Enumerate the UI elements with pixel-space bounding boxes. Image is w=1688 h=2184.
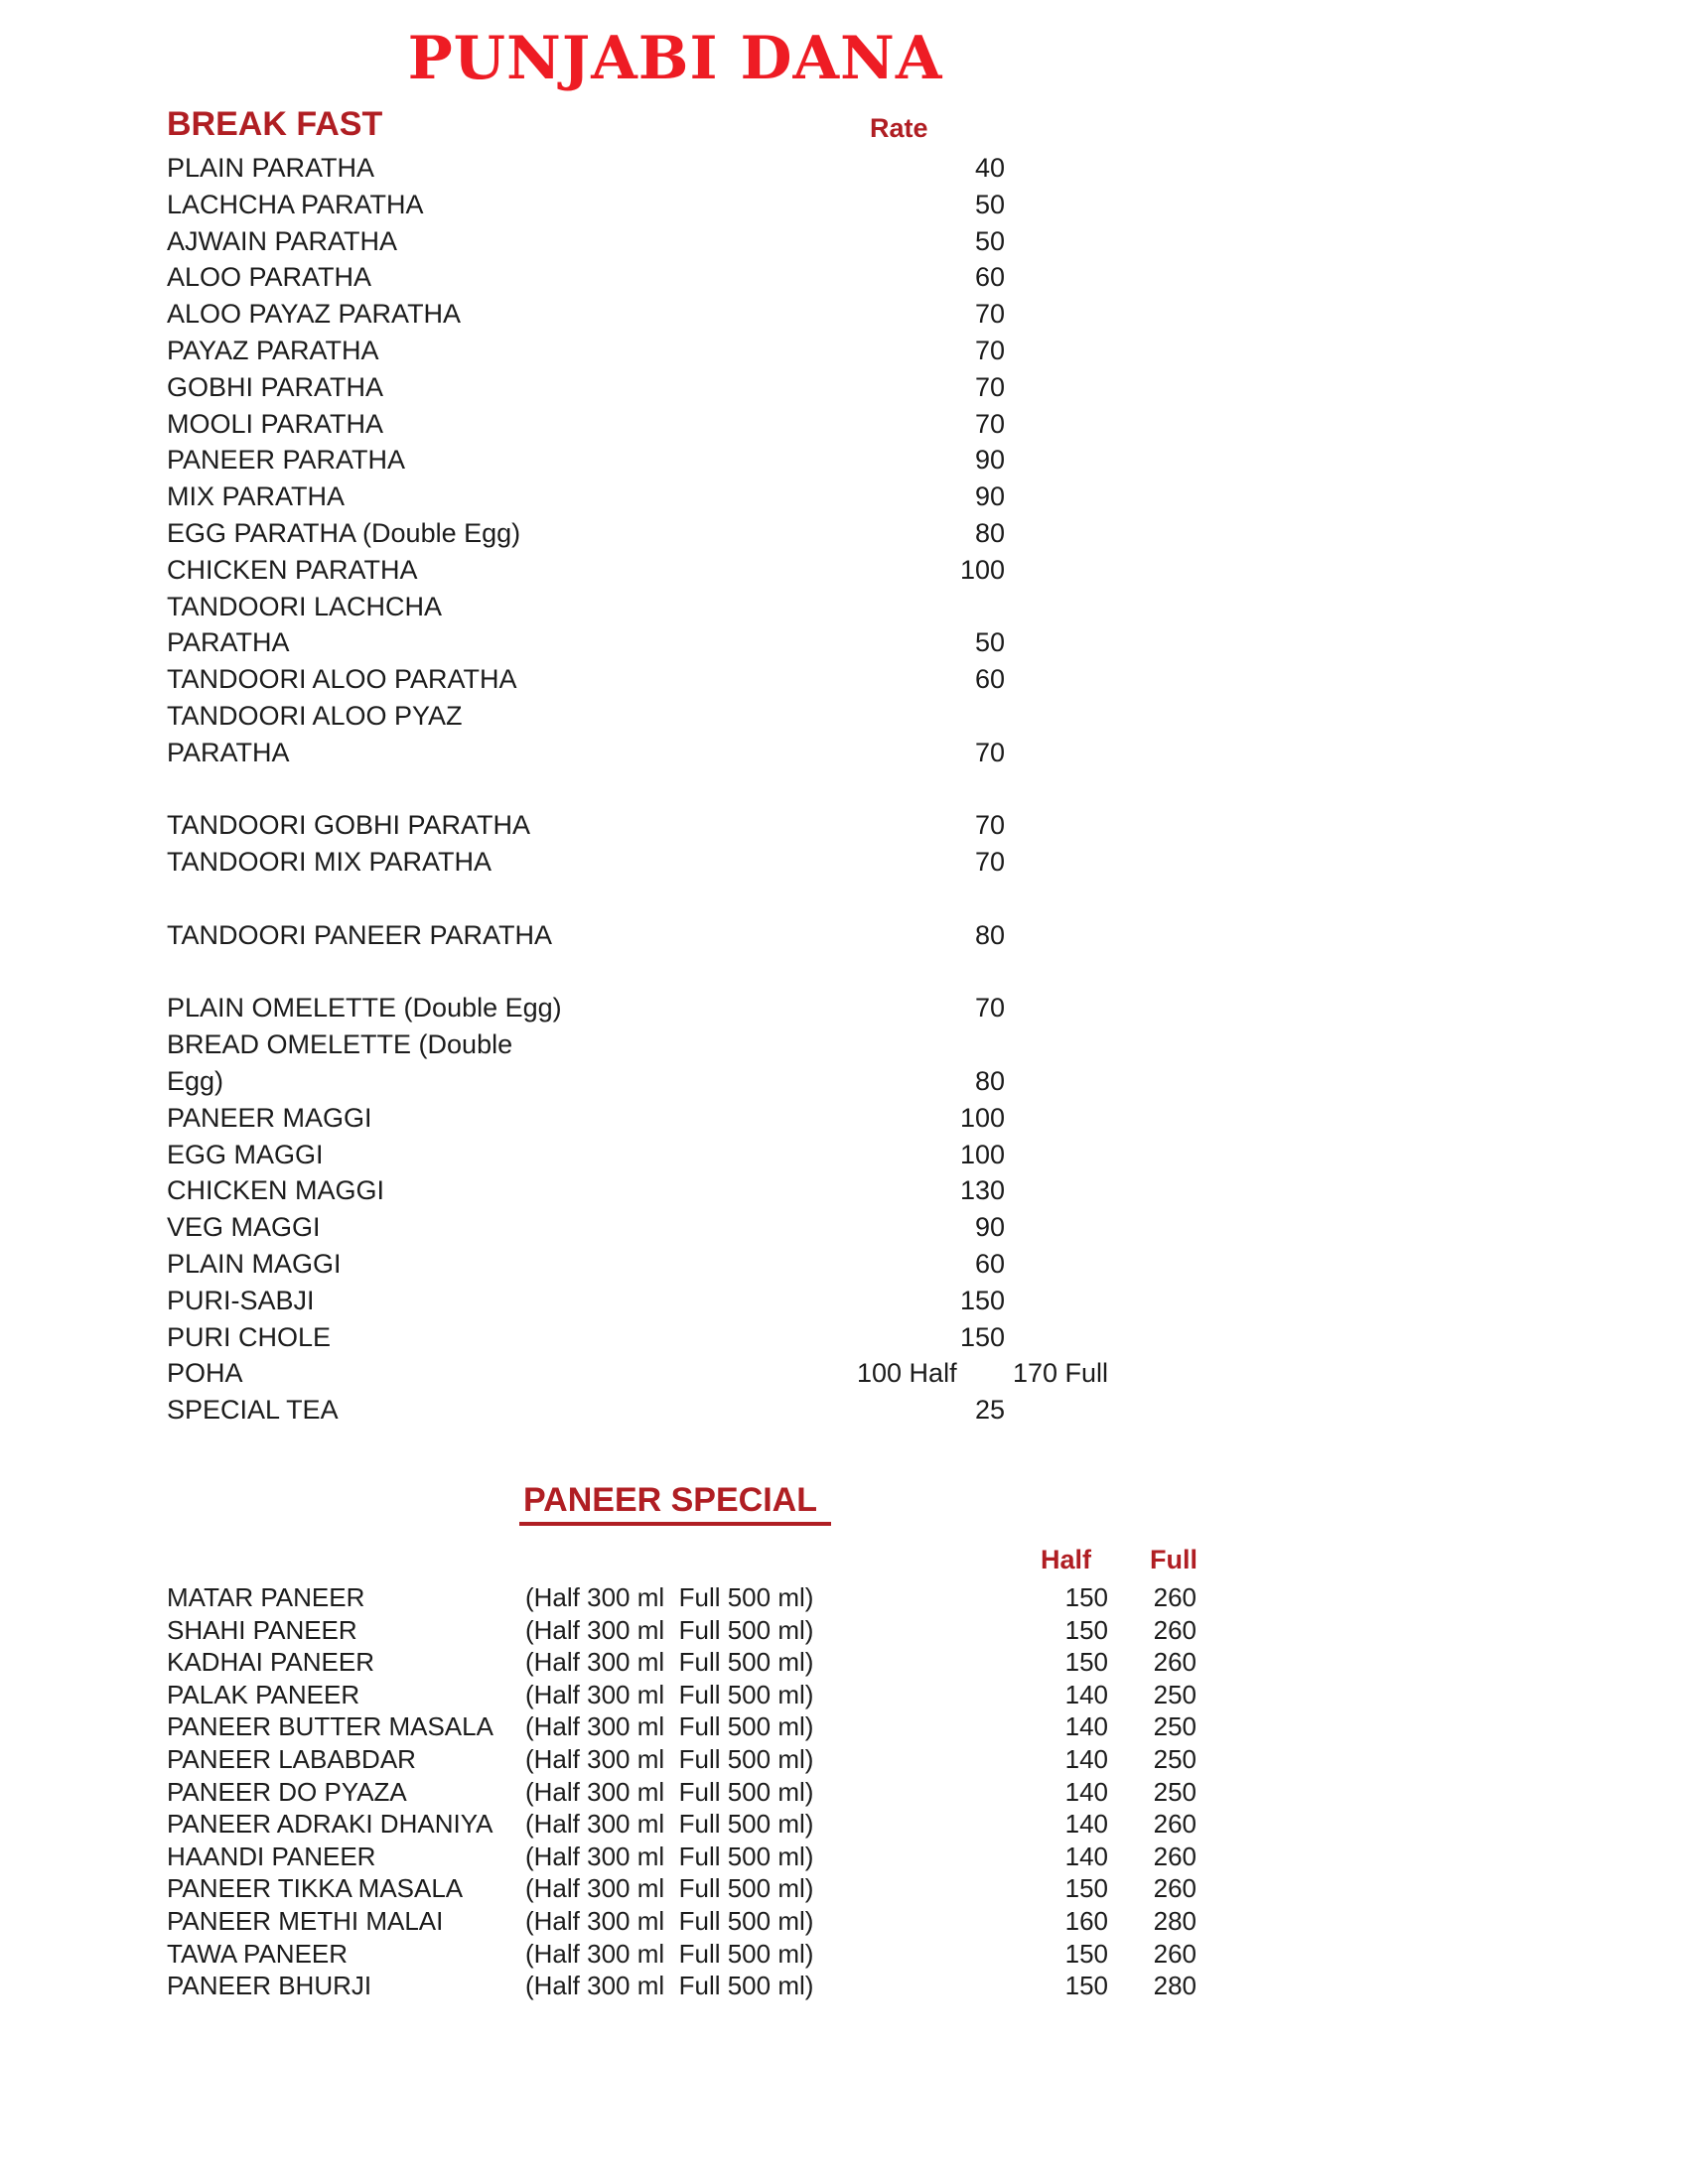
breakfast-item-row: [0, 1210, 1688, 1247]
item-rate: 70: [974, 847, 1005, 878]
breakfast-item-row: [0, 1064, 1688, 1101]
breakfast-item-row: [0, 882, 1688, 918]
breakfast-item-row: [0, 1247, 1688, 1284]
item-name: TANDOORI MIX PARATHA: [167, 847, 492, 878]
breakfast-item-row: [0, 699, 1688, 736]
item-rate: 70: [974, 408, 1005, 439]
item-name: PANEER BHURJI: [167, 1971, 372, 2001]
item-name: TAWA PANEER: [167, 1938, 349, 1969]
paneer-item-row: [0, 1807, 1688, 1840]
item-rate: 50: [974, 627, 1005, 658]
item-rate: 50: [974, 189, 1005, 219]
breakfast-item-row: [0, 590, 1688, 626]
paneer-item-row: [0, 1742, 1688, 1775]
paneer-item-row: [0, 1645, 1688, 1678]
item-half-price: 140: [1064, 1809, 1108, 1840]
item-rate: 80: [974, 919, 1005, 950]
item-full-price: 260: [1153, 1809, 1196, 1840]
item-name: MATAR PANEER: [167, 1582, 365, 1612]
breakfast-item-row: [0, 443, 1688, 479]
item-half-price: 140: [1064, 1841, 1108, 1871]
item-rate: 100: [959, 554, 1005, 585]
item-rate-half: 100 Half: [857, 1358, 957, 1389]
item-name: LACHCHA PARATHA: [167, 189, 424, 219]
item-name: PURI-SABJI: [167, 1285, 315, 1315]
item-portion-description: (Half 300 ml Full 500 ml): [525, 1841, 814, 1871]
breakfast-item-row: [0, 808, 1688, 845]
item-half-price: 150: [1064, 1971, 1108, 2001]
item-name: CHICKEN PARATHA: [167, 554, 418, 585]
item-name: PANEER PARATHA: [167, 445, 406, 476]
item-half-price: 150: [1064, 1647, 1108, 1678]
paneer-item-row: [0, 1775, 1688, 1808]
item-name: PARATHA: [167, 737, 290, 767]
breakfast-item-row: [0, 370, 1688, 407]
item-rate: 150: [959, 1321, 1005, 1352]
item-portion-description: (Half 300 ml Full 500 ml): [525, 1743, 814, 1774]
item-half-price: 150: [1064, 1938, 1108, 1969]
breakfast-item-row: [0, 772, 1688, 809]
item-rate: 100: [959, 1102, 1005, 1133]
item-portion-description: (Half 300 ml Full 500 ml): [525, 1614, 814, 1645]
item-name: MIX PARATHA: [167, 481, 346, 512]
breakfast-item-row: [0, 991, 1688, 1027]
item-rate: 90: [974, 1212, 1005, 1243]
item-name: PANEER BUTTER MASALA: [167, 1711, 493, 1742]
rate-column-header: Rate: [870, 113, 928, 143]
paneer-item-row: [0, 1840, 1688, 1872]
item-full-price: 260: [1153, 1647, 1196, 1678]
item-name: ALOO PAYAZ PARATHA: [167, 299, 462, 330]
item-rate-full: 170 Full: [1013, 1358, 1109, 1389]
item-rate: 70: [974, 299, 1005, 330]
item-half-price: 140: [1064, 1679, 1108, 1709]
item-name: CHICKEN MAGGI: [167, 1175, 385, 1206]
paneer-item-row: [0, 1580, 1688, 1613]
item-name: PANEER TIKKA MASALA: [167, 1873, 464, 1904]
paneer-item-row: [0, 1678, 1688, 1710]
item-portion-description: (Half 300 ml Full 500 ml): [525, 1905, 814, 1936]
paneer-item-row: [0, 1613, 1688, 1646]
breakfast-item-row: [0, 918, 1688, 955]
item-rate: 70: [974, 371, 1005, 402]
item-portion-description: (Half 300 ml Full 500 ml): [525, 1938, 814, 1969]
breakfast-item-row: [0, 334, 1688, 370]
paneer-special-section-heading: [0, 1481, 1350, 1526]
item-portion-description: (Half 300 ml Full 500 ml): [525, 1582, 814, 1612]
full-column-header: Full: [1150, 1545, 1197, 1574]
paneer-special-heading-text: PANEER SPECIAL: [519, 1481, 831, 1526]
item-name: GOBHI PARATHA: [167, 371, 384, 402]
breakfast-item-row: [0, 1101, 1688, 1138]
paneer-item-row: [0, 1709, 1688, 1742]
item-name: PANEER METHI MALAI: [167, 1905, 444, 1936]
item-name: PLAIN MAGGI: [167, 1248, 342, 1279]
item-rate: 70: [974, 810, 1005, 841]
paneer-item-row: [0, 1904, 1688, 1937]
item-rate: 90: [974, 445, 1005, 476]
paneer-special-item-list: [0, 1580, 1688, 2001]
item-name: TANDOORI ALOO PYAZ: [167, 700, 463, 731]
breakfast-item-row: [0, 845, 1688, 882]
item-portion-description: (Half 300 ml Full 500 ml): [525, 1971, 814, 2001]
item-full-price: 260: [1153, 1873, 1196, 1904]
breakfast-item-row: [0, 151, 1688, 188]
restaurant-title: PUNJABI DANA: [407, 24, 943, 93]
item-full-price: 250: [1153, 1776, 1196, 1807]
item-name: SHAHI PANEER: [167, 1614, 357, 1645]
item-name: PARATHA: [167, 627, 290, 658]
item-rate: 150: [959, 1285, 1005, 1315]
paneer-item-row: [0, 1937, 1688, 1970]
item-rate: 70: [974, 335, 1005, 365]
item-rate: 100: [959, 1139, 1005, 1169]
item-rate: 70: [974, 993, 1005, 1024]
item-name: TANDOORI LACHCHA: [167, 591, 443, 621]
item-full-price: 250: [1153, 1743, 1196, 1774]
breakfast-item-row: [0, 662, 1688, 699]
breakfast-item-row: [0, 1173, 1688, 1210]
item-full-price: 260: [1153, 1614, 1196, 1645]
item-name: VEG MAGGI: [167, 1212, 321, 1243]
breakfast-item-row: [0, 297, 1688, 334]
item-name: BREAD OMELETTE (Double: [167, 1029, 513, 1060]
item-name: PANEER DO PYAZA: [167, 1776, 407, 1807]
item-full-price: 280: [1153, 1905, 1196, 1936]
breakfast-section-heading: BREAK FAST: [167, 105, 383, 143]
breakfast-item-row: [0, 1356, 1688, 1393]
item-rate: 60: [974, 664, 1005, 695]
item-full-price: 260: [1153, 1841, 1196, 1871]
item-name: ALOO PARATHA: [167, 262, 372, 293]
item-full-price: 260: [1153, 1582, 1196, 1612]
breakfast-item-row: [0, 955, 1688, 992]
item-half-price: 140: [1064, 1743, 1108, 1774]
item-rate: 130: [959, 1175, 1005, 1206]
item-rate: 40: [974, 153, 1005, 183]
breakfast-item-list: [0, 151, 1688, 1430]
item-name: AJWAIN PARATHA: [167, 225, 398, 256]
item-rate: 50: [974, 225, 1005, 256]
breakfast-item-row: [0, 188, 1688, 224]
breakfast-item-row: [0, 1138, 1688, 1174]
breakfast-item-row: [0, 224, 1688, 261]
paneer-item-row: [0, 1871, 1688, 1904]
breakfast-item-row: [0, 736, 1688, 772]
item-name: TANDOORI PANEER PARATHA: [167, 919, 553, 950]
item-portion-description: (Half 300 ml Full 500 ml): [525, 1647, 814, 1678]
breakfast-item-row: [0, 1027, 1688, 1064]
item-half-price: 140: [1064, 1711, 1108, 1742]
item-name: PURI CHOLE: [167, 1321, 332, 1352]
item-rate: 25: [974, 1395, 1005, 1426]
breakfast-item-row: [0, 407, 1688, 444]
item-half-price: 140: [1064, 1776, 1108, 1807]
item-rate: 80: [974, 517, 1005, 548]
breakfast-item-row: [0, 479, 1688, 516]
item-portion-description: (Half 300 ml Full 500 ml): [525, 1711, 814, 1742]
breakfast-item-row: [0, 1320, 1688, 1357]
item-name: PLAIN PARATHA: [167, 153, 375, 183]
item-rate: 60: [974, 262, 1005, 293]
item-portion-description: (Half 300 ml Full 500 ml): [525, 1873, 814, 1904]
item-name: TANDOORI GOBHI PARATHA: [167, 810, 531, 841]
breakfast-item-row: [0, 516, 1688, 553]
breakfast-item-row: [0, 625, 1688, 662]
item-name: PANEER MAGGI: [167, 1102, 372, 1133]
item-name: PLAIN OMELETTE (Double Egg): [167, 993, 562, 1024]
item-rate: 80: [974, 1065, 1005, 1096]
item-half-price: 150: [1064, 1873, 1108, 1904]
breakfast-item-row: [0, 1393, 1688, 1430]
item-portion-description: (Half 300 ml Full 500 ml): [525, 1809, 814, 1840]
item-name: MOOLI PARATHA: [167, 408, 384, 439]
half-column-header: Half: [1041, 1545, 1092, 1574]
item-name: HAANDI PANEER: [167, 1841, 376, 1871]
item-half-price: 150: [1064, 1614, 1108, 1645]
item-full-price: 250: [1153, 1711, 1196, 1742]
breakfast-item-row: [0, 553, 1688, 590]
item-half-price: 150: [1064, 1582, 1108, 1612]
item-name: PANEER LABABDAR: [167, 1743, 416, 1774]
item-rate: 70: [974, 737, 1005, 767]
item-name: PALAK PANEER: [167, 1679, 360, 1709]
item-rate: 90: [974, 481, 1005, 512]
item-name: Egg): [167, 1065, 224, 1096]
item-full-price: 260: [1153, 1938, 1196, 1969]
item-name: SPECIAL TEA: [167, 1395, 339, 1426]
item-name: EGG MAGGI: [167, 1139, 324, 1169]
item-full-price: 250: [1153, 1679, 1196, 1709]
item-portion-description: (Half 300 ml Full 500 ml): [525, 1679, 814, 1709]
item-portion-description: (Half 300 ml Full 500 ml): [525, 1776, 814, 1807]
item-name: TANDOORI ALOO PARATHA: [167, 664, 517, 695]
item-name: POHA: [167, 1358, 243, 1389]
item-name: EGG PARATHA (Double Egg): [167, 517, 521, 548]
item-half-price: 160: [1064, 1905, 1108, 1936]
item-name: KADHAI PANEER: [167, 1647, 375, 1678]
item-full-price: 280: [1153, 1971, 1196, 2001]
paneer-item-row: [0, 1969, 1688, 2001]
item-name: PANEER ADRAKI DHANIYA: [167, 1809, 493, 1840]
breakfast-item-row: [0, 260, 1688, 297]
item-name: PAYAZ PARATHA: [167, 335, 379, 365]
breakfast-item-row: [0, 1284, 1688, 1320]
item-rate: 60: [974, 1248, 1005, 1279]
